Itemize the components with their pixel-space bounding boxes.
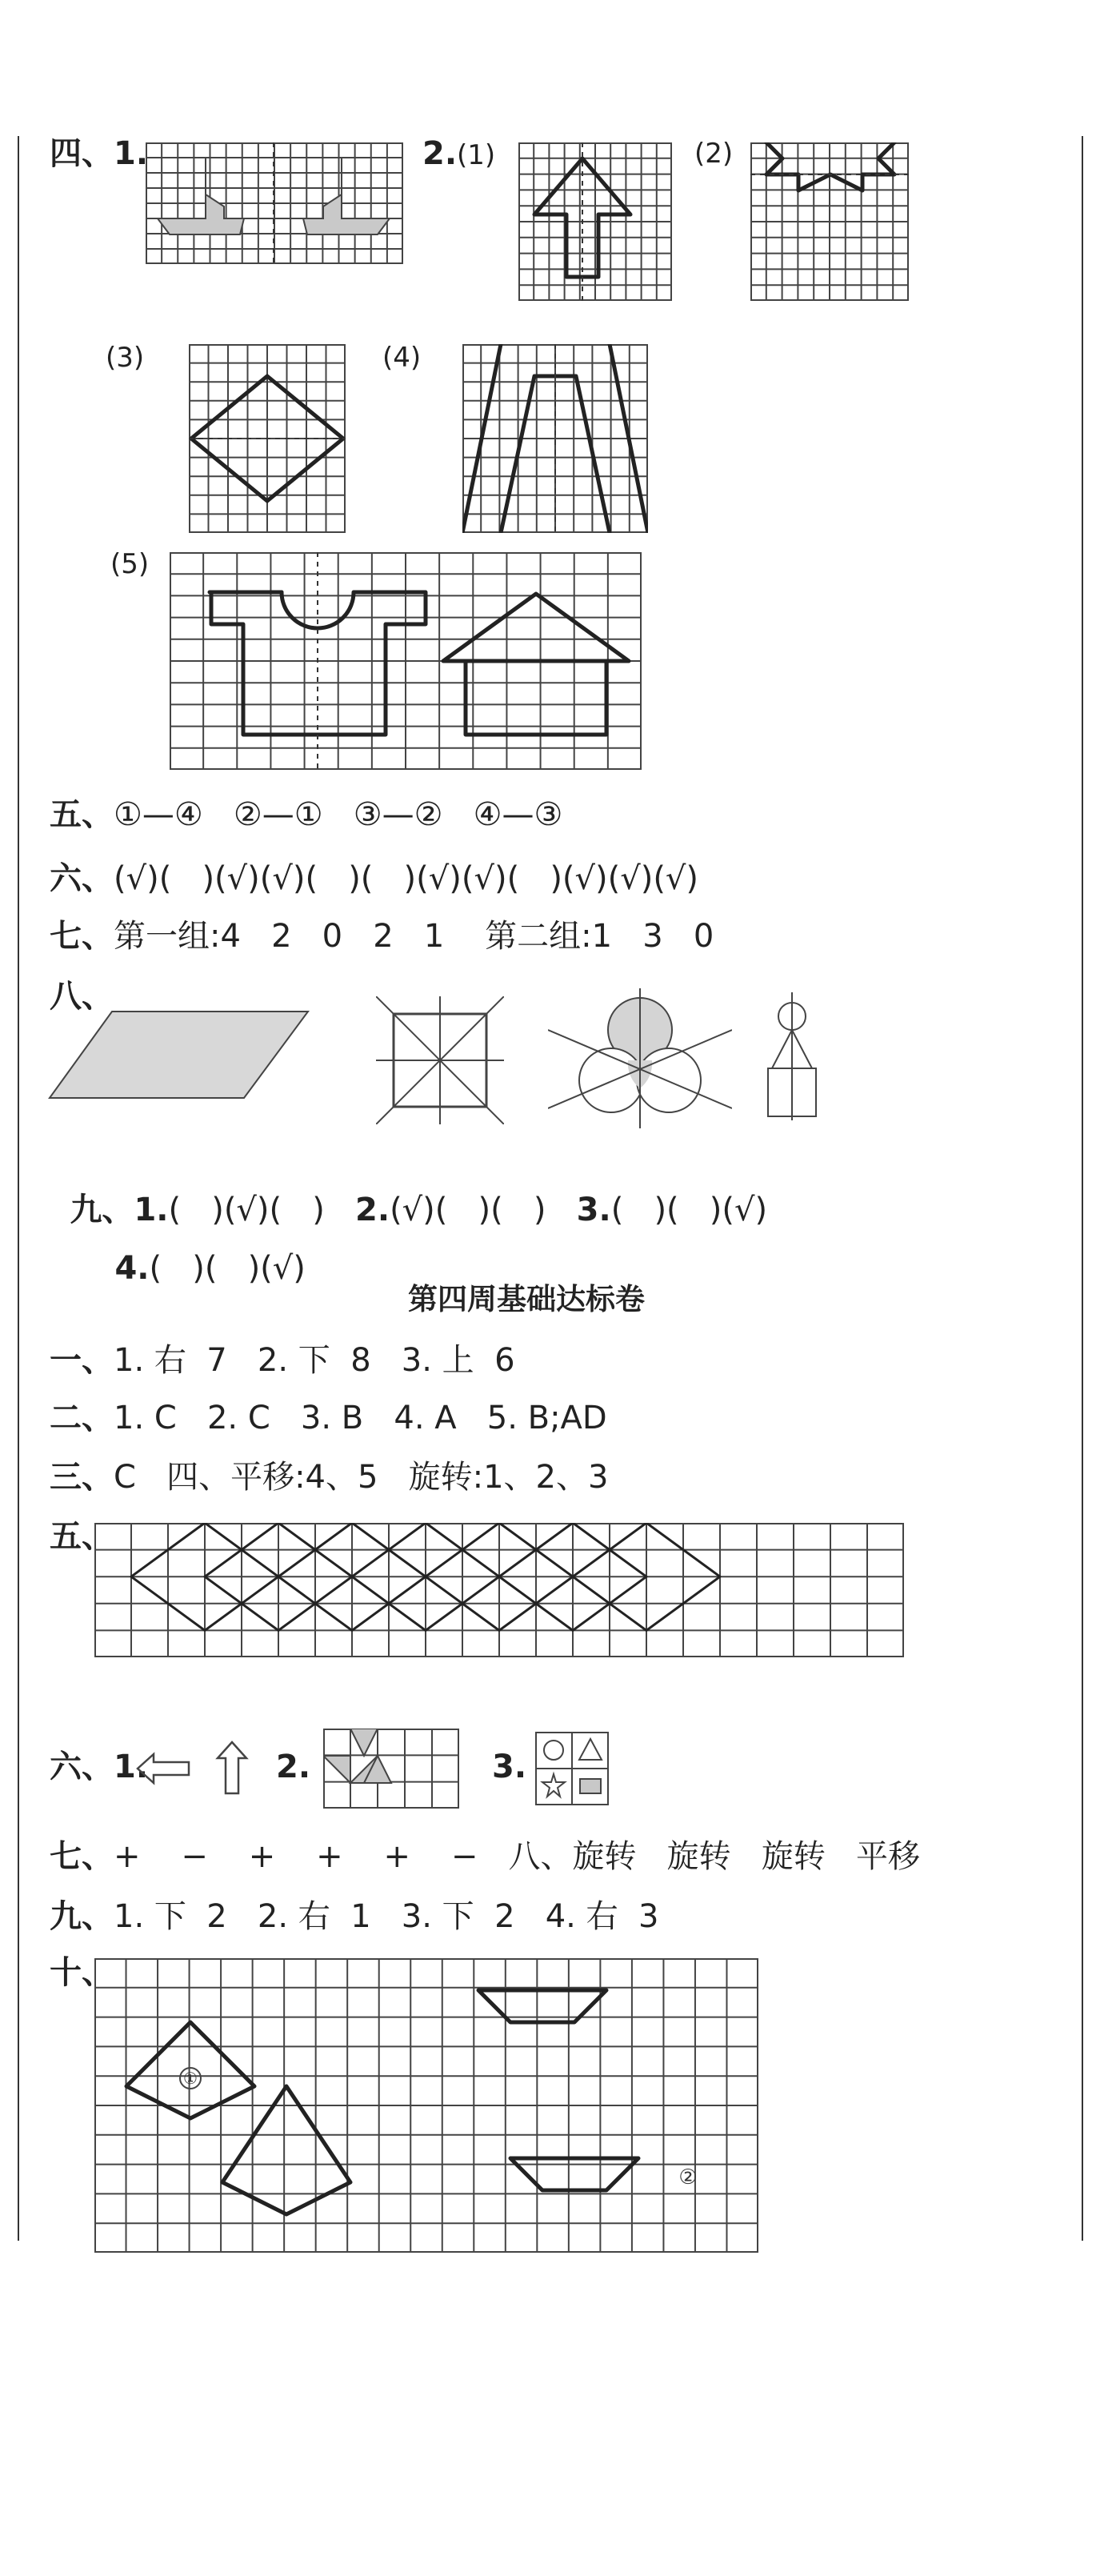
right-margin-rule <box>1082 136 1083 2241</box>
section7-line: 七、第一组:4 2 0 2 1 第二组:1 3 0 <box>50 918 714 955</box>
house-roof-shape <box>443 594 629 661</box>
section5-line: 五、①—④ ②—① ③—② ④—③ <box>50 796 563 833</box>
grid-4-5 <box>170 552 642 770</box>
week4-r10-label: 十、 <box>50 1954 114 1991</box>
three-circles-figure <box>548 988 732 1128</box>
section9-line1: 九、1.( )(√)( ) 2.(√)( )( ) 3.( )( )(√) <box>70 1192 768 1228</box>
grid-w4-10 <box>94 1958 758 2253</box>
section4-p3: (3) <box>106 342 145 374</box>
week4-r9: 九、1. 下 2 2. 右 1 3. 下 2 4. 右 3 <box>50 1898 659 1935</box>
house-body-shape <box>466 661 606 735</box>
grid-4-3 <box>189 344 346 533</box>
week4-r3: 三、C 四、平移:4、5 旋转:1、2、3 <box>50 1459 609 1496</box>
section4-p2: (2) <box>694 138 734 170</box>
grid-4-2-2 <box>750 142 909 301</box>
trapezoid-bottom-shape <box>510 2158 638 2190</box>
square-with-axes-figure <box>376 996 504 1124</box>
boat-right-shape <box>303 157 390 234</box>
week4-r2: 二、1. C 2. C 3. B 4. A 5. B;AD <box>50 1400 607 1436</box>
section9-line2: 4.( )( )(√) <box>114 1250 306 1287</box>
week4-r5-label: 五、 <box>50 1518 114 1555</box>
grid-4-4 <box>462 344 648 533</box>
grid-w4-5 <box>94 1523 904 1657</box>
week4-r6: 六、1. <box>50 1749 149 1785</box>
section4-p4: (4) <box>382 342 422 374</box>
left-arrow-icon <box>136 1751 192 1786</box>
up-arrow-icon <box>214 1741 250 1797</box>
section4-p5: (5) <box>110 548 150 580</box>
mark-2: ② <box>678 2165 698 2189</box>
left-margin-rule <box>18 136 19 2241</box>
grid-4-1 <box>146 142 403 264</box>
section6-line: 六、(√)( )(√)(√)( )( )(√)(√)( )(√)(√)(√) <box>50 860 699 897</box>
week4-r7: 七、+ − + + + − 八、旋转 旋转 旋转 平移 <box>50 1838 920 1875</box>
week4-r6-q2: 2. <box>276 1749 311 1785</box>
week4-r6-q3: 3. <box>492 1749 527 1785</box>
parallelogram-figure <box>48 1010 312 1104</box>
week4-title: 第四周基础达标卷 <box>408 1282 645 1316</box>
shape-box-icon <box>534 1731 610 1806</box>
boat-left-shape <box>158 157 244 234</box>
week4-r1: 一、1. 右 7 2. 下 8 3. 上 6 <box>50 1342 515 1379</box>
section4-label: 四、1. <box>50 135 149 172</box>
mark-1: ① <box>183 2069 198 2088</box>
grid-4-2-1 <box>518 142 672 301</box>
grid-w4-6-2 <box>323 1729 459 1809</box>
lamp-figure <box>760 992 824 1120</box>
section8-label: 八、 <box>50 978 114 1015</box>
section4-q2: 2.(1) <box>422 135 496 172</box>
